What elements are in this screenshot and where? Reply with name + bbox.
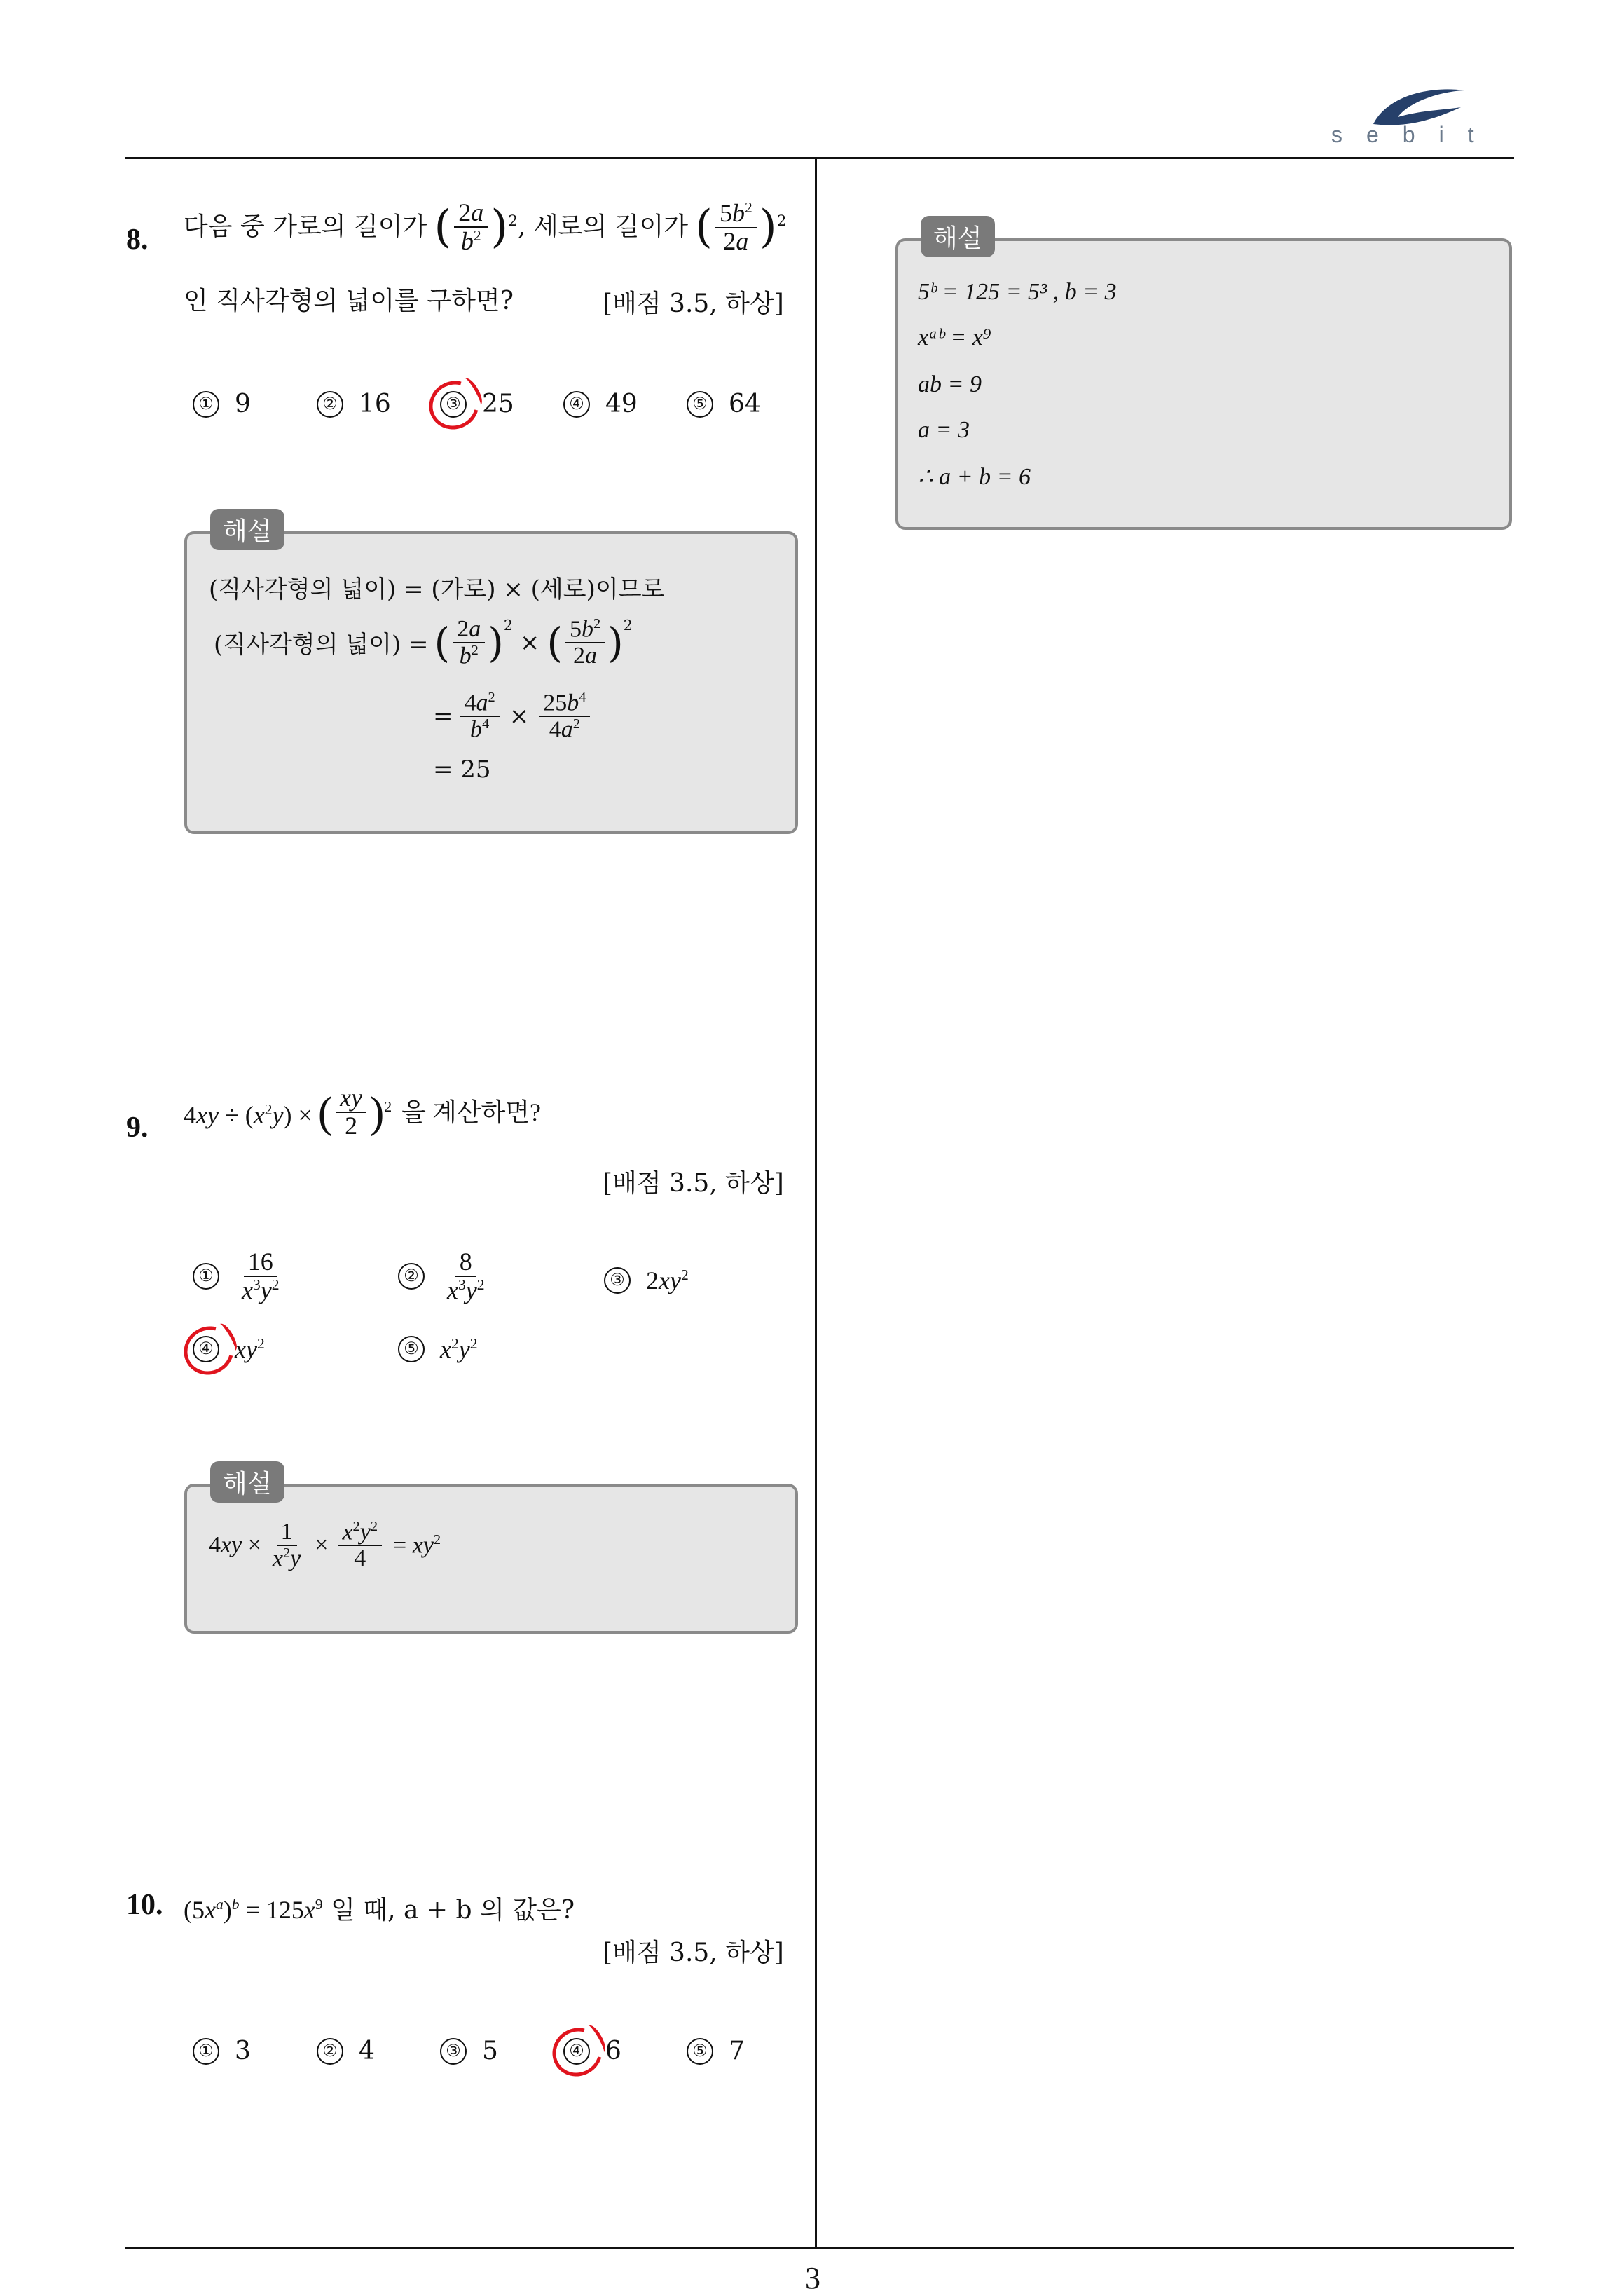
- question-number: 8.: [126, 224, 149, 256]
- fraction: $\frac{2a}{b^2}$: [454, 200, 488, 255]
- solution-line: a = 3: [918, 417, 970, 443]
- fraction: $\frac{5b^2}{2a}$: [715, 200, 757, 255]
- solution-line: 4xy × $\frac{1}{x^2y}$ × $\frac{x^2y^2}{4}$ = $xy^2$: [209, 1519, 441, 1572]
- choice-1[interactable]: ① 3: [193, 2037, 251, 2065]
- answer-mark: [420, 372, 488, 439]
- solution-tag: 해설: [210, 509, 284, 550]
- choice-4[interactable]: ④ 49: [563, 390, 638, 418]
- choice-2[interactable]: ② 4: [317, 2037, 375, 2065]
- question-number: 10.: [126, 1889, 163, 1921]
- solution-tag: 해설: [210, 1461, 284, 1503]
- logo-text: sebit: [1331, 122, 1498, 147]
- solution-line: ∴ a + b = 6: [918, 464, 1031, 490]
- question-text-part2: , 세로의 길이가: [518, 212, 689, 242]
- choice-4[interactable]: ④ $xy^2$: [193, 1334, 265, 1364]
- question-text-part1: 다음 중 가로의 길이가: [184, 212, 427, 242]
- solution-line: (직사각형의 넓이) = ( $\frac{2a}{b^2}$ ) $^2$ × ( $\frac{5b^2}{2a}$ ) $^2$: [214, 616, 633, 669]
- question-expression: $(5x^a)^b = 125x^9$ 일 때, a + b 의 값은?: [184, 1896, 575, 1925]
- choice-4[interactable]: ④ 6: [563, 2037, 621, 2065]
- choice-3[interactable]: ③ 25: [440, 390, 514, 418]
- solution-line: xᵃᵇ = x⁹: [918, 324, 991, 350]
- choice-5[interactable]: ⑤ $x^2y^2$: [398, 1334, 478, 1364]
- score-label: [배점 3.5, 하상]: [603, 289, 784, 318]
- choice-1[interactable]: ① 9: [193, 390, 251, 418]
- solution-line: ab = 9: [918, 371, 982, 397]
- answer-mark: [175, 1318, 242, 1384]
- question-text: 다음 중 가로의 길이가 ( $\frac{2a}{b^2}$ ) $^2$ , 세로의 길이가 ( $\frac{5b^2}{2a}$ ) $^2$: [184, 198, 787, 255]
- footer-rule: [125, 2247, 1514, 2249]
- choice-3[interactable]: ③ $2xy^2$: [604, 1266, 689, 1295]
- question-text-line2: 인 직사각형의 넓이를 구하면?: [184, 287, 514, 315]
- solution-line: = 25: [433, 756, 491, 784]
- choice-5[interactable]: ⑤ 7: [687, 2037, 745, 2065]
- question-number: 9.: [126, 1112, 149, 1144]
- solution-line: (직사각형의 넓이) = (가로) × (세로)이므로: [209, 575, 665, 603]
- solution-tag: 해설: [921, 216, 995, 257]
- solution-line: 5ᵇ = 125 = 5³ , b = 3: [918, 279, 1117, 305]
- choice-2[interactable]: ② $\frac{8}{x^3y^2}$: [398, 1249, 492, 1304]
- header-rule: [125, 157, 1514, 159]
- question-expression: $4xy \div (x^2y)$ × ( $\frac{xy}{2}$ ) $^2$ 을 계산하면?: [184, 1084, 542, 1140]
- solution-line: = $\frac{4a^2}{b^4}$ × $\frac{25b^4}{4a^2}$: [433, 690, 593, 742]
- score-label: [배점 3.5, 하상]: [603, 1939, 784, 1967]
- column-divider: [815, 158, 817, 2247]
- question-text: 을 계산하면?: [401, 1098, 542, 1126]
- page-number: 3: [805, 2261, 820, 2295]
- choice-2[interactable]: ② 16: [317, 390, 391, 418]
- score-label: [배점 3.5, 하상]: [603, 1169, 784, 1198]
- answer-mark: [544, 2019, 611, 2086]
- choice-1[interactable]: ① $\frac{16}{x^3y^2}$: [193, 1249, 287, 1304]
- question-text: 일 때, a + b 의 값은?: [331, 1896, 575, 1925]
- choice-3[interactable]: ③ 5: [440, 2037, 498, 2065]
- choice-5[interactable]: ⑤ 64: [687, 390, 761, 418]
